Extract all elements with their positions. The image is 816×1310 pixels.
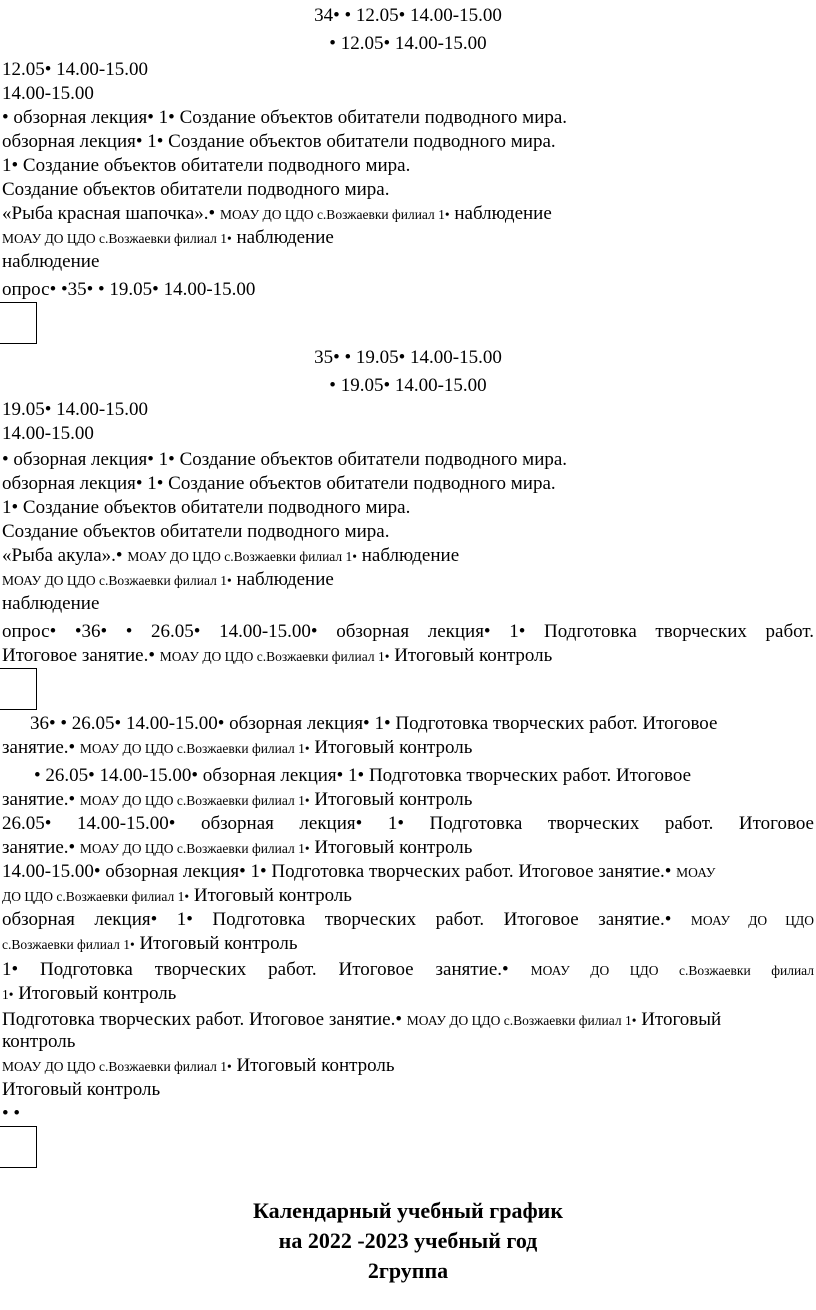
line [2, 226, 814, 251]
line [2, 544, 814, 569]
line: Итоговый контроль [2, 1079, 161, 1100]
control-form: наблюдение [236, 569, 334, 590]
line: 14.00-15.00 [2, 423, 94, 444]
line [2, 644, 814, 669]
venue-text: МОАУ ДО ЦДО с.Возжаевки филиал 1• [2, 1059, 232, 1074]
venue-text: МОАУ ДО ЦДО с.Возжаевки филиал 1• [79, 741, 310, 756]
control-form: Итоговый контроль [314, 789, 473, 810]
lesson-topic: «Рыба акула».• [2, 545, 123, 566]
line: контроль [2, 1031, 76, 1052]
line: 34• • 12.05• 14.00-15.00 [314, 5, 502, 26]
control-form: Итоговый [641, 1009, 722, 1030]
line [2, 836, 814, 861]
line [2, 202, 814, 227]
control-form: Итоговый контроль [193, 885, 352, 906]
lesson-topic: занятие.• [2, 837, 76, 858]
line [2, 1054, 814, 1079]
venue-text: МОАУ ДО ЦДО с.Возжаевки филиал 1• [159, 649, 390, 664]
line [2, 884, 814, 909]
line: 1• Создание объектов обитатели подводного мира. [2, 497, 411, 518]
line: • 19.05• 14.00-15.00 [329, 375, 487, 396]
empty-cell-box [0, 1126, 37, 1168]
control-form: Итоговый контроль [18, 983, 177, 1004]
line [2, 958, 814, 983]
venue-text: МОАУ ДО ЦДО с.Возжаевки филиал 1• [219, 207, 450, 222]
line [2, 788, 814, 813]
venue-text: МОАУ ДО ЦДО с.Возжаевки филиал 1• [79, 793, 310, 808]
line [2, 932, 814, 957]
lesson-topic: обзорная лекция• 1• Подготовка творческих работ. Итоговое занятие.• [2, 909, 672, 930]
line: 36• • 26.05• 14.00-15.00• обзорная лекция• 1• Подготовка творческих работ. Итоговое [30, 713, 718, 734]
line: наблюдение [2, 593, 100, 614]
venue-text: ДО ЦДО с.Возжаевки филиал 1• [2, 889, 190, 904]
line: обзорная лекция• 1• Создание объектов обитатели подводного мира. [2, 131, 556, 152]
line: обзорная лекция• 1• Создание объектов обитатели подводного мира. [2, 473, 556, 494]
venue-text: с.Возжаевки филиал 1• [2, 937, 135, 952]
doc-title: Календарный учебный график [252, 1198, 564, 1223]
venue-text: МОАУ ДО ЦДО с.Возжаевки филиал 1• [79, 841, 310, 856]
lesson-topic: 14.00-15.00• обзорная лекция• 1• Подготовка творческих работ. Итоговое занятие.• [2, 861, 672, 882]
venue-text: МОАУ ДО ЦДО с.Возжаевки филиал 1• [406, 1013, 637, 1028]
lesson-topic: 1• Подготовка творческих работ. Итоговое занятие.• [2, 959, 509, 980]
line [2, 568, 814, 593]
control-form: Итоговый контроль [314, 737, 473, 758]
line: • • [2, 1103, 21, 1124]
control-form: наблюдение [236, 227, 334, 248]
venue-text: 1• [2, 987, 14, 1002]
venue-text: МОАУ ДО ЦДО с.Возжаевки филиал [530, 963, 815, 978]
control-form: наблюдение [454, 203, 552, 224]
line: • 12.05• 14.00-15.00 [329, 33, 487, 54]
line: Создание объектов обитатели подводного мира. [2, 521, 390, 542]
line: • обзорная лекция• 1• Создание объектов обитатели подводного мира. [2, 449, 568, 470]
line [2, 908, 814, 933]
empty-cell-box [0, 302, 37, 344]
line: • обзорная лекция• 1• Создание объектов обитатели подводного мира. [2, 107, 568, 128]
lesson-topic: Итоговое занятие.• [2, 645, 156, 666]
lesson-topic: «Рыба красная шапочка».• [2, 203, 216, 224]
line: наблюдение [2, 251, 100, 272]
control-form: Итоговый контроль [314, 837, 473, 858]
line [2, 982, 814, 1007]
line: 26.05• 14.00-15.00• обзорная лекция• 1• Подготовка творческих работ. Итоговое [2, 813, 814, 834]
line: опрос• •36• • 26.05• 14.00-15.00• обзорная лекция• 1• Подготовка творческих работ. [2, 621, 814, 642]
line: 14.00-15.00 [2, 83, 94, 104]
control-form: Итоговый контроль [139, 933, 298, 954]
lesson-topic: занятие.• [2, 789, 76, 810]
venue-text: МОАУ ДО ЦДО с.Возжаевки филиал 1• [2, 231, 232, 246]
line: Создание объектов обитатели подводного мира. [2, 179, 390, 200]
line: 1• Создание объектов обитатели подводного мира. [2, 155, 411, 176]
line: 19.05• 14.00-15.00 [2, 399, 148, 420]
doc-subtitle-group: 2группа [367, 1258, 449, 1283]
lesson-topic: занятие.• [2, 737, 76, 758]
line: • 26.05• 14.00-15.00• обзорная лекция• 1• Подготовка творческих работ. Итоговое [34, 765, 692, 786]
doc-subtitle-year: на 2022 -2023 учебный год [278, 1228, 538, 1253]
lesson-topic: Подготовка творческих работ. Итоговое занятие.• [2, 1009, 403, 1030]
line [2, 736, 814, 761]
venue-text: МОАУ [676, 865, 716, 880]
venue-text: МОАУ ДО ЦДО с.Возжаевки филиал 1• [127, 549, 357, 564]
line: 12.05• 14.00-15.00 [2, 59, 148, 80]
venue-text: МОАУ ДО ЦДО с.Возжаевки филиал 1• [2, 573, 232, 588]
control-form: Итоговый контроль [394, 645, 553, 666]
empty-cell-box [0, 668, 37, 710]
control-form: Итоговый контроль [236, 1055, 395, 1076]
control-form: наблюдение [361, 545, 460, 566]
venue-text: МОАУ ДО ЦДО [690, 913, 814, 928]
line: 35• • 19.05• 14.00-15.00 [314, 347, 502, 368]
line: опрос• •35• • 19.05• 14.00-15.00 [2, 279, 256, 300]
line [2, 860, 814, 885]
